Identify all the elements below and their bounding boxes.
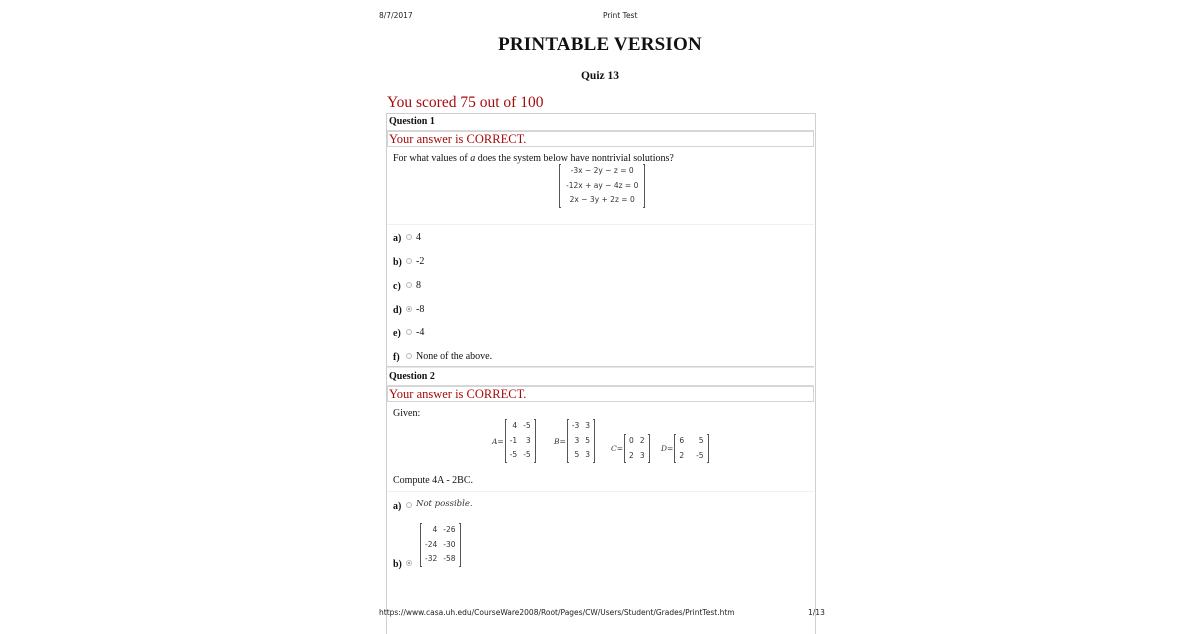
option-letter: f) xyxy=(393,351,400,363)
q1-option-d[interactable] xyxy=(393,302,424,316)
right-bracket xyxy=(593,419,595,463)
matrix-c-cells xyxy=(626,434,648,463)
matrix-cell: -5 xyxy=(509,450,518,460)
print-page-number: 1/13 xyxy=(808,608,825,617)
matrix-d-cells xyxy=(676,434,706,463)
score-text: You scored 75 out of 100 xyxy=(387,94,544,111)
radio-button[interactable] xyxy=(406,502,412,508)
equation-row-1: -3x − 2y − z = 0 xyxy=(570,166,634,176)
question-2-compute: Compute 4A - 2BC. xyxy=(393,475,474,486)
option-text: -8 xyxy=(416,303,425,315)
right-bracket xyxy=(534,419,536,463)
radio-button-selected[interactable] xyxy=(406,560,412,566)
matrix-d-name: D= xyxy=(661,444,674,453)
option-text: Not possible. xyxy=(416,498,473,509)
answer-matrix-cells xyxy=(422,523,459,567)
question-1-prompt: For what values of a does the system below have nontrivial solutions? xyxy=(393,153,674,164)
radio-button[interactable] xyxy=(406,258,412,264)
q2-option-a[interactable] xyxy=(393,498,473,512)
radio-button[interactable] xyxy=(406,353,412,359)
matrix-b-cells xyxy=(569,419,593,463)
matrix-cell: 3 xyxy=(525,435,531,445)
matrix-cell: -58 xyxy=(443,554,456,564)
option-letter: b) xyxy=(393,256,402,268)
matrix-cell: 3 xyxy=(574,435,580,445)
q2-option-b[interactable] xyxy=(393,556,416,570)
q1-option-c[interactable] xyxy=(393,278,421,292)
matrix-a-name: A= xyxy=(492,436,504,446)
option-letter: e) xyxy=(393,327,401,339)
option-letter: a) xyxy=(393,232,402,244)
matrix-cell: -24 xyxy=(425,539,438,549)
option-text: -4 xyxy=(416,326,425,338)
option-text: -2 xyxy=(416,255,425,267)
option-letter: a) xyxy=(393,500,402,512)
radio-button-selected[interactable] xyxy=(406,306,412,312)
matrix-cell: -26 xyxy=(443,525,456,535)
q2-option-b-matrix xyxy=(420,523,461,567)
matrix-cell: 6 xyxy=(679,436,685,445)
matrix-cell: -32 xyxy=(425,554,438,564)
matrix-cell: 0 xyxy=(629,436,634,445)
equation-row-3: 2x − 3y + 2z = 0 xyxy=(569,195,635,205)
option-letter: d) xyxy=(393,304,402,316)
divider xyxy=(387,224,814,225)
question-2-label: Question 2 xyxy=(387,369,814,386)
option-text: None of the above. xyxy=(416,350,493,362)
matrix-b xyxy=(554,419,595,463)
matrix-cell: -5 xyxy=(523,421,531,431)
quiz-title: Quiz 13 xyxy=(580,70,619,82)
equation-rows xyxy=(561,164,643,208)
print-url: https://www.casa.uh.edu/CourseWare2008/Root/Pages/CW/Users/Student/Grades/PrintTest.htm xyxy=(379,608,735,617)
matrix-cell: 3 xyxy=(585,450,591,460)
matrix-cell: -1 xyxy=(509,435,518,445)
page-title: PRINTABLE VERSION xyxy=(498,34,702,55)
matrix-a xyxy=(492,419,536,463)
matrix-cell: 3 xyxy=(639,450,645,460)
radio-button[interactable] xyxy=(406,282,412,288)
right-bracket xyxy=(643,164,645,208)
option-text: 4 xyxy=(416,231,421,243)
print-page-title: Print Test xyxy=(603,11,638,20)
right-bracket xyxy=(707,434,709,463)
matrix-c xyxy=(611,434,650,463)
matrix-a-cells xyxy=(507,419,534,463)
question-1-verdict: Your answer is CORRECT. xyxy=(387,131,814,147)
matrix-cell: -3 xyxy=(571,421,580,431)
matrix-cell: 5 xyxy=(574,450,580,460)
option-letter: c) xyxy=(393,280,401,292)
matrix-cell: 2 xyxy=(639,436,645,445)
option-text: 8 xyxy=(416,279,421,291)
matrix-d xyxy=(661,434,709,463)
q1-option-b[interactable] xyxy=(393,254,424,268)
q1-option-f[interactable] xyxy=(393,349,492,363)
matrix-c-name: C= xyxy=(611,444,624,453)
q1-option-e[interactable] xyxy=(393,325,424,339)
matrix-cell: -5 xyxy=(696,450,704,460)
print-date: 8/7/2017 xyxy=(379,11,413,20)
equation-row-2: -12x + ay − 4z = 0 xyxy=(566,180,639,190)
matrix-cell: 4 xyxy=(512,421,518,431)
radio-button[interactable] xyxy=(406,329,412,335)
matrix-cell: 2 xyxy=(629,450,634,460)
matrix-cell: -30 xyxy=(443,539,456,549)
question-separator xyxy=(387,366,814,368)
matrix-cell: -5 xyxy=(523,450,531,460)
right-bracket xyxy=(648,434,650,463)
radio-button[interactable] xyxy=(406,234,412,240)
matrix-cell: 5 xyxy=(698,436,704,445)
question-1-label: Question 1 xyxy=(387,114,814,131)
question-2-given: Given: xyxy=(393,408,421,419)
matrix-b-name: B= xyxy=(554,436,566,446)
question-2-verdict: Your answer is CORRECT. xyxy=(387,386,814,402)
q1-option-a[interactable] xyxy=(393,230,421,244)
equation-system xyxy=(559,164,645,208)
matrix-cell: 3 xyxy=(585,421,591,431)
matrix-cell: 2 xyxy=(679,450,685,460)
right-bracket xyxy=(459,523,461,567)
option-letter: b) xyxy=(393,558,402,570)
divider xyxy=(387,491,814,492)
matrix-cell: 4 xyxy=(432,525,438,535)
matrix-cell: 5 xyxy=(585,435,591,445)
